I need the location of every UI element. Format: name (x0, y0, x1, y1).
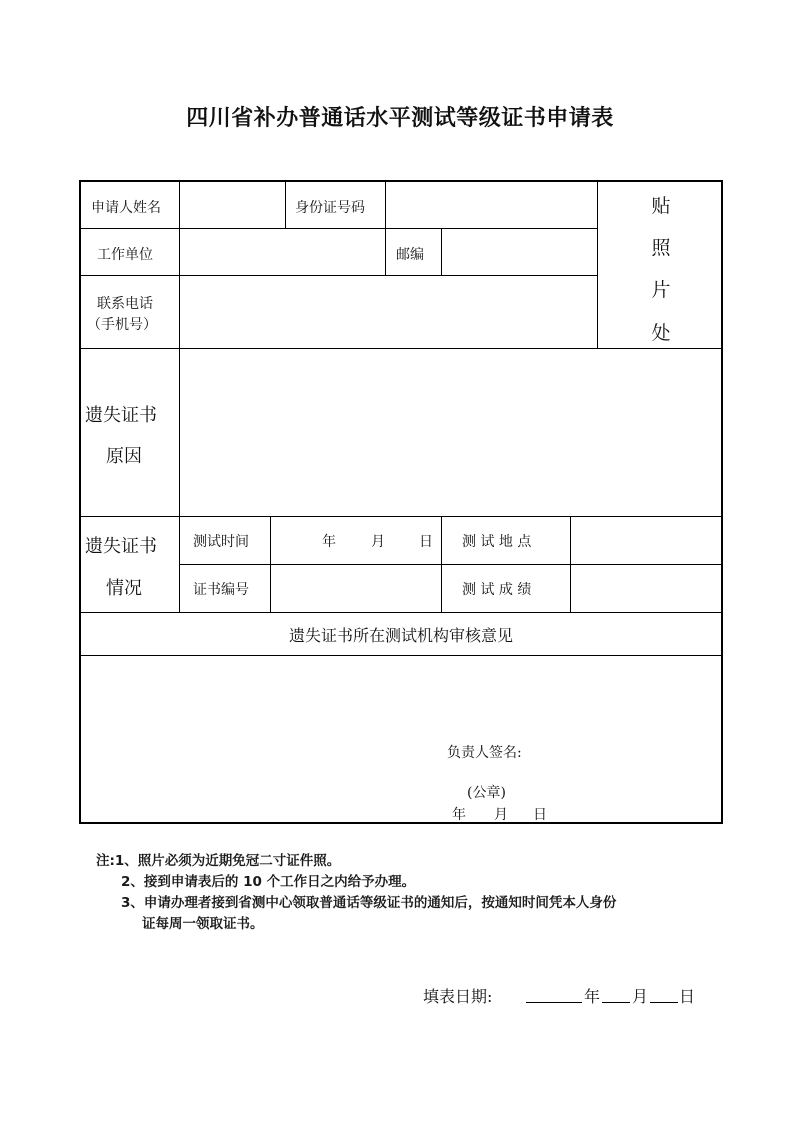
photo-char-3: 片 (651, 279, 671, 301)
review-date-year: 年 (452, 807, 466, 823)
photo-char-4: 处 (651, 322, 671, 344)
col-line-postcode-right (441, 228, 442, 275)
table-border-top (79, 180, 723, 182)
row-line-6 (80, 612, 722, 613)
seal-label: (公章) (467, 785, 506, 801)
row-line-2 (80, 275, 597, 276)
test-location-label: 测 试 地 点 (462, 534, 532, 550)
note-1: 注:1、照片必须为近期免冠二寸证件照。 (96, 853, 341, 869)
table-border-right (721, 180, 723, 824)
fill-date-month: 月 (632, 987, 649, 1006)
phone-label-line1: 联系电话 (97, 296, 153, 312)
table-border-bottom (79, 822, 723, 824)
fill-date-label: 填表日期: (423, 987, 493, 1006)
table-border-left (79, 180, 81, 824)
row-line-5 (180, 564, 722, 565)
lost-reason-label-line2: 原因 (106, 446, 142, 467)
row-line-4 (80, 516, 722, 517)
lost-situation-label-line2: 情况 (106, 578, 142, 599)
fill-date-month-blank (602, 1002, 630, 1003)
test-time-label: 测试时间 (193, 534, 249, 550)
test-time-month: 月 (371, 534, 385, 550)
lost-reason-label-line1: 遗失证书 (85, 405, 157, 426)
col-line-test-mid (441, 516, 442, 612)
test-time-day: 日 (419, 534, 433, 550)
work-unit-label: 工作单位 (97, 247, 153, 263)
col-line-postcode-left (385, 228, 386, 275)
signature-label: 负责人签名: (447, 745, 522, 761)
cert-number-label: 证书编号 (193, 582, 249, 598)
note-2: 2、接到申请表后的 10 个工作日之内给予办理。 (121, 874, 416, 890)
fill-date-day-blank (650, 1002, 678, 1003)
postcode-label: 邮编 (396, 247, 424, 263)
photo-char-2: 照 (651, 237, 671, 259)
col-line-photo (597, 181, 598, 348)
col-line-id-label-right (385, 181, 386, 228)
review-header: 遗失证书所在测试机构审核意见 (288, 626, 513, 645)
photo-char-1: 贴 (651, 195, 671, 217)
fill-date-year: 年 (584, 987, 601, 1006)
page-title: 四川省补办普通话水平测试等级证书申请表 (186, 106, 614, 131)
id-number-label: 身份证号码 (295, 200, 365, 216)
col-line-test-label (270, 516, 271, 612)
test-time-year: 年 (322, 534, 336, 550)
test-score-label: 测 试 成 绩 (462, 582, 532, 598)
row-line-1 (80, 228, 597, 229)
review-date-day: 日 (533, 807, 547, 823)
note-3: 3、申请办理者接到省测中心领取普通话等级证书的通知后，按通知时间凭本人身份 (121, 895, 617, 911)
note-3-continued: 证每周一领取证书。 (142, 916, 264, 932)
phone-label-line2: （手机号） (87, 317, 157, 333)
row-line-3 (80, 348, 722, 349)
col-line-id-label-left (285, 181, 286, 228)
col-line-test-right (570, 516, 571, 612)
col-line-label (179, 181, 180, 612)
fill-date-year-blank (526, 1002, 582, 1003)
row-line-7 (80, 655, 722, 656)
lost-situation-label-line1: 遗失证书 (85, 536, 157, 557)
applicant-name-label: 申请人姓名 (91, 200, 161, 216)
review-date-month: 月 (494, 807, 508, 823)
fill-date-day: 日 (679, 987, 696, 1006)
